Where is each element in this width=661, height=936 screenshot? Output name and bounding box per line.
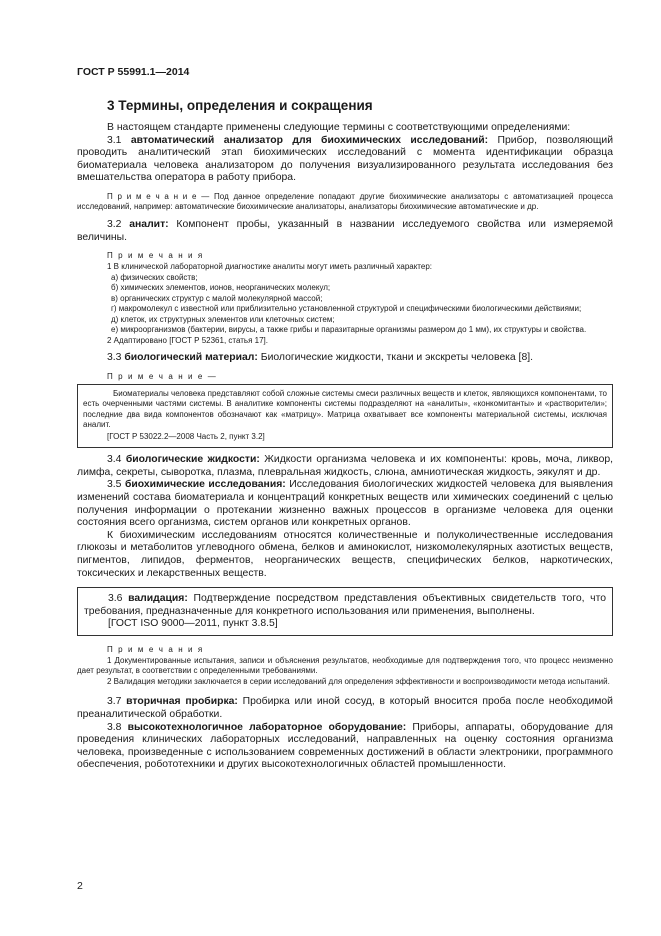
note-subitem: в) органических структур с малой молекулярной массой;: [111, 293, 323, 303]
term-3-5: [77, 479, 613, 529]
notes-3-6: [77, 645, 613, 688]
term-number: 3.8: [107, 721, 122, 733]
note-subitem: а) физических свойств;: [111, 272, 198, 282]
term-3-1: [77, 135, 613, 185]
note-subitem: д) клеток, их структурных элементов или клеточных систем;: [111, 314, 335, 324]
note-item: 2 Валидация методики заключается в серии исследований для определения эффективности и воспроизводимости метода испытаний.: [107, 676, 610, 686]
term-definition: Исследования биологических жидкостей человека для выявления изменений состава биоматериала и концентраций конкретных веществ или химических соединений с целью получения информации о протекании жизненно важных процессов в организме человека для оценки состояния всего организма, систем органов или конкретных органов.: [77, 479, 614, 529]
term-definition: Жидкости организма человека и их компоненты: кровь, моча, ликвор, лимфа, секреты, сыворотка, плазма, плевральная жидкость, слюна, амниотическая жидкость, эякулят и др.: [77, 454, 614, 478]
term-definition: Приборы, аппараты, оборудование для проведения клинических лабораторных исследований, направленных на оценку состояния организма человека, произведенные с использованием современных достижений в области электроники, программного обеспечения, робототехники и других высокотехнологичных областей промышленности.: [77, 721, 614, 771]
term-3-6: [84, 593, 606, 618]
term-number: 3.2: [107, 218, 122, 230]
term-3-2: [77, 219, 613, 244]
page-number: 2: [77, 880, 83, 892]
term-name: биологический материал:: [124, 352, 258, 364]
term-3-4: [77, 454, 613, 479]
term-definition: Пробирка или иной сосуд, в который вносится проба после необходимой преаналитической обработки.: [77, 696, 613, 721]
note-subitem: е) микроорганизмов (бактерии, вирусы, а также грибы и паразитарные организмы размером до 1 мм), их структуры и свойства.: [111, 325, 587, 335]
term-number: 3.4: [107, 454, 122, 466]
term-name: биологические жидкости:: [125, 454, 260, 466]
framed-note: [77, 384, 613, 449]
term-definition: Биологические жидкости, ткани и экскреты человека [8].: [260, 352, 534, 364]
term-3-3: [77, 352, 613, 365]
term-name: высокотехнологичное лабораторное оборудование:: [127, 721, 407, 733]
term-3-5-continuation: К биохимическим исследованиям относятся количественные и полуколичественные исследования глюкозы и метаболитов углеводного обмена, белков и аминокислот, низкомолекулярных азотистых веществ, пигментов, липидов, ферментов, неорганических веществ, специфических белков, наркотических, токсических и лекарственных веществ.: [77, 529, 613, 579]
term-3-8: [77, 722, 613, 772]
term-reference: [ГОСТ ISO 9000—2011, пункт 3.8.5]: [108, 618, 278, 630]
note-item: 2 Адаптировано [ГОСТ Р 52361, статья 17].: [107, 335, 268, 345]
notes-title: П р и м е ч а н и я: [107, 644, 204, 654]
term-number: 3.6: [108, 593, 123, 605]
framed-term-3-6: [77, 587, 613, 636]
term-number: 3.7: [107, 696, 122, 708]
term-3-7: [77, 696, 613, 721]
note-subitem: б) химических элементов, ионов, неорганических молекул;: [111, 283, 331, 293]
document-id-header: ГОСТ Р 55991.1—2014: [77, 66, 190, 78]
note-subitem: г) макромолекул с известной или приблизительно установленной структурой и специфическими биологическими действиями;: [111, 304, 582, 314]
term-definition: Подтверждение посредством представления объективных свидетельств того, что требования, предназначенные для конкретного использования или применения, выполнены.: [84, 593, 607, 617]
term-definition: Прибор, позволяющий проводить аналитический этап биохимических исследований с момента идентификации образца биоматериала человека анализатором до получения визуализированного результата исследования без вмешательства оператора в работу прибора.: [77, 134, 614, 184]
note-item: 1 Документированные испытания, записи и объяснения результатов, необходимые для подтверждения того, что процесс неизменно дает результат, в соответствии с определенными требованиями.: [77, 655, 613, 676]
section-title: 3 Термины, определения и сокращения: [107, 98, 373, 113]
term-name: биохимические исследования:: [124, 479, 286, 491]
term-name: аналит:: [129, 218, 169, 230]
term-name: автоматический анализатор для биохимических исследований:: [130, 134, 489, 146]
term-name: валидация:: [128, 593, 188, 605]
framed-note-text: Биоматериалы человека представляют собой сложные системы смеси различных веществ и клеток, являющихся компонентами, то есть очерченными частями системы. В аналитике компоненты системы подразделяют на «аналиты», «конкомитанты» и «растворители»; последние два вида компонентов обозначают как «матрицу». Матрица охватывает все компоненты материальной системы, исключая аналит.: [83, 388, 607, 430]
note-label: П р и м е ч а н и е —: [107, 371, 218, 381]
term-number: 3.1: [107, 134, 122, 146]
term-definition: Компонент пробы, указанный в названии исследуемого свойства или измеряемой величины.: [77, 218, 614, 243]
framed-note-reference: [ГОСТ Р 53022.2—2008 Часть 2, пункт 3.2]: [107, 431, 265, 441]
note-3-3: [77, 372, 613, 449]
note-text: Под данное определение попадают другие биохимические анализаторы с автоматизацией процесса исследований, например: автоматические биохимические анализаторы, анализаторы биохимические автоматические и др.: [77, 191, 614, 212]
note-label: П р и м е ч а н и е —: [107, 191, 210, 201]
term-number: 3.5: [107, 479, 122, 491]
page-content: [77, 98, 613, 772]
note-3-1: [77, 192, 613, 213]
notes-3-2: [77, 251, 613, 346]
term-number: 3.3: [107, 352, 122, 364]
intro-paragraph: В настоящем стандарте применены следующие термины с соответствующими определениями:: [107, 122, 571, 133]
note-item: 1 В клинической лабораторной диагностике аналиты могут иметь различный характер:: [107, 262, 433, 272]
term-name: вторичная пробирка:: [126, 696, 238, 708]
notes-title: П р и м е ч а н и я: [107, 251, 204, 261]
